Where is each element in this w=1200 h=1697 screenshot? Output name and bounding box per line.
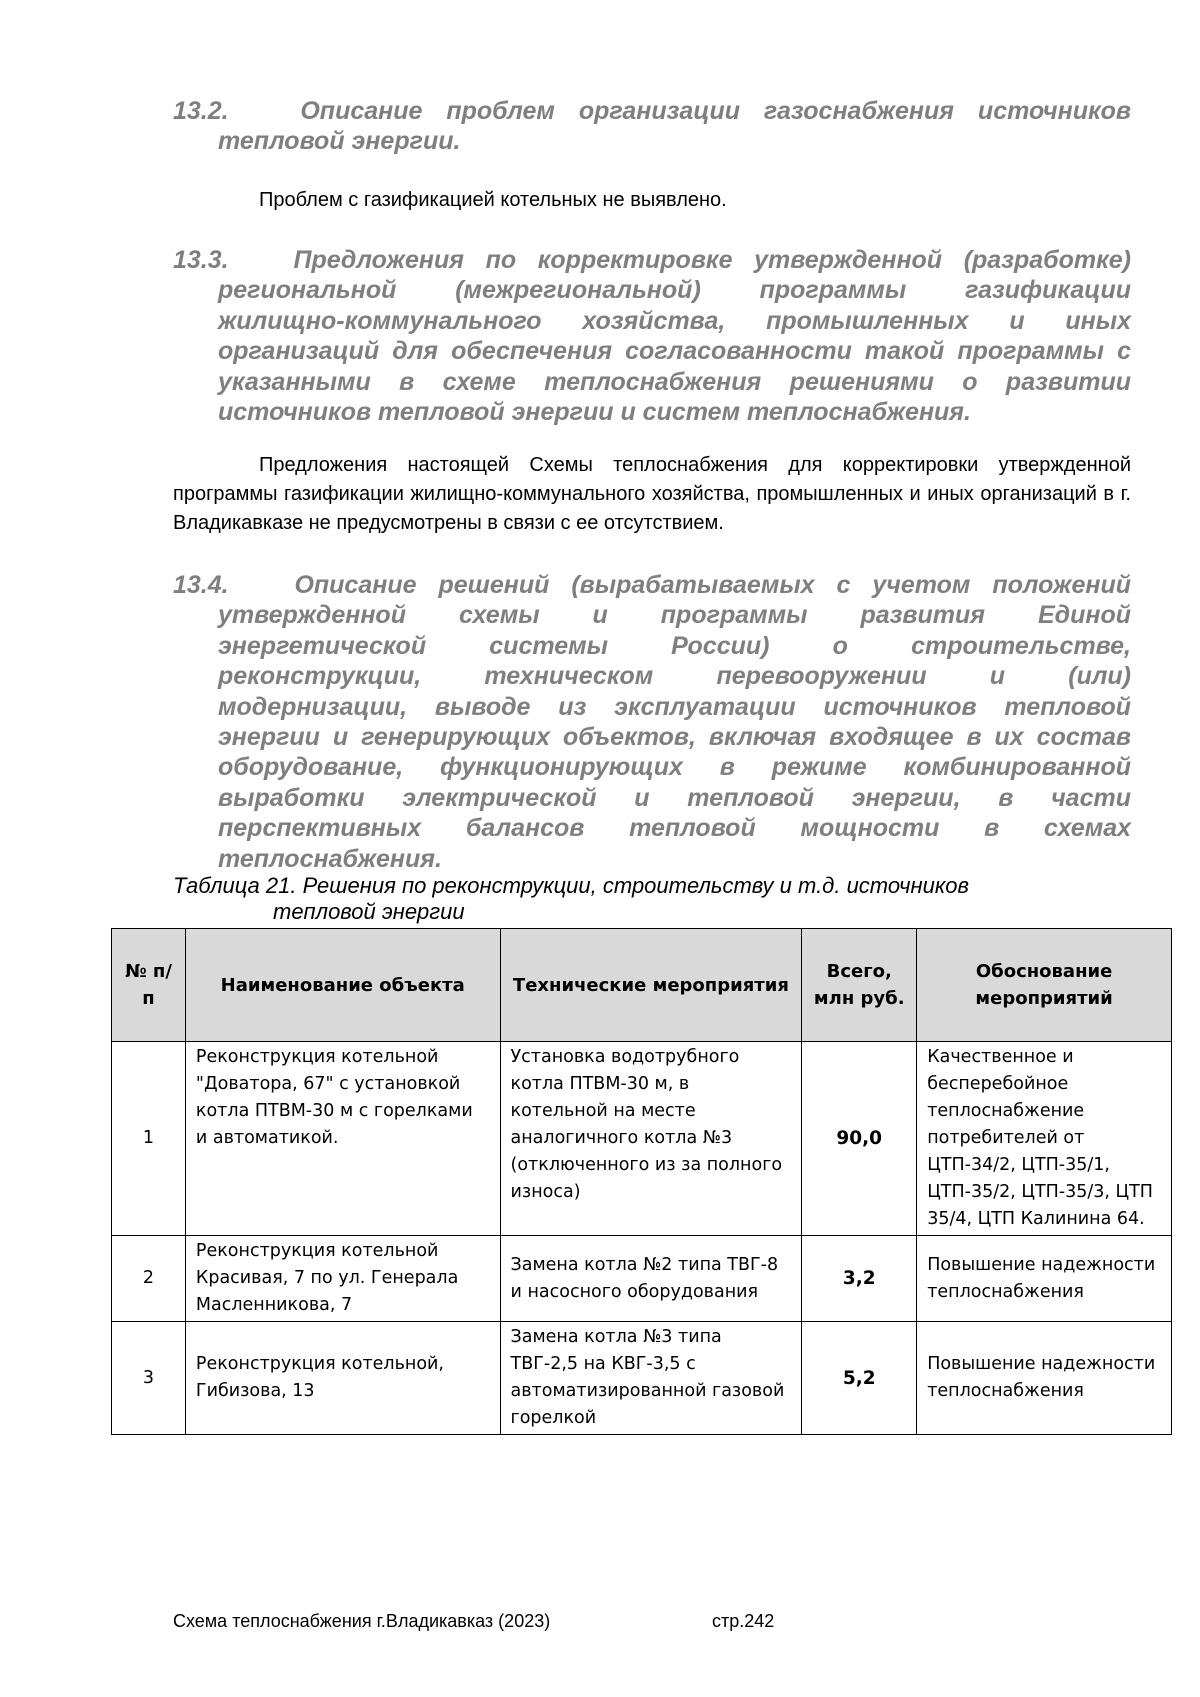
heading-line: перспективных балансов тепловой мощности в схемах: [218, 814, 1131, 843]
header-total: Всего, млн руб.: [802, 929, 917, 1042]
table-caption: [173, 873, 1133, 925]
header-reason: Обоснование мероприятий: [917, 929, 1172, 1042]
caption-line: Таблица 21. Решения по реконструкции, строительству и т.д. источников: [173, 873, 969, 898]
heading-line: реконструкции, техническом перевооружении и (или): [218, 662, 1131, 691]
heading-line: источников тепловой энергии и систем теплоснабжения.: [218, 398, 971, 427]
heading-line: жилищно-коммунального хозяйства, промышленных и иных: [218, 306, 1131, 335]
cell-measures: Замена котла №2 типа ТВГ-8 и насосного оборудования: [500, 1236, 802, 1322]
heading-line: модернизации, выводе из эксплуатации источников тепловой: [218, 692, 1131, 721]
heading-line: региональной (межрегиональной) программы газификации: [218, 276, 1131, 305]
heading-line: утвержденной схемы и программы развития Единой: [218, 601, 1131, 630]
heading-text: Описание решений (вырабатываемых с учетом положений: [294, 571, 1131, 599]
cell-measures: Замена котла №3 типа ТВГ-2,5 на КВГ-3,5 с автоматизированной газовой горелкой: [500, 1322, 802, 1435]
heading-line: организаций для обеспечения согласованности такой программы с: [218, 337, 1131, 366]
paragraph-text: Проблем с газификацией котельных не выявлено.: [259, 189, 727, 211]
paragraph-13-3: [173, 451, 1131, 538]
caption-line: тепловой энергии: [273, 899, 465, 924]
heading-line: выработки электрической и тепловой энергии, в части: [218, 783, 1131, 812]
page-number: стр.242: [712, 1611, 775, 1631]
heading-line: энергии и генерирующих объектов, включая входящее в их состав: [218, 723, 1131, 752]
table-header-row: [112, 929, 1172, 1042]
header-object: Наименование объекта: [185, 929, 500, 1042]
heading-line: тепловой энергии.: [218, 127, 461, 156]
cell-measures: Установка водотрубного котла ПТВМ-30 м, в котельной на месте аналогичного котла №3 (отключенного из за полного износа): [500, 1042, 802, 1236]
heading-line: указанными в схеме теплоснабжения решениями о развитии: [218, 367, 1131, 396]
header-measures: Технические мероприятия: [500, 929, 802, 1042]
heading-line: оборудование, функционирующих в режиме комбинированной: [218, 753, 1131, 782]
heading-line: теплоснабжения.: [218, 844, 442, 873]
heading-number: 13.3.: [173, 246, 229, 274]
paragraph-text: Предложения настоящей Схемы теплоснабжения для корректировки утвержденной программы газификации жилищно-коммунального хозяйства, промышленных и иных организаций в г. Владикавказе не предусмотрены в связи с ее отсутствием.: [173, 454, 1131, 534]
table-row: [112, 1042, 1172, 1236]
heading-number: 13.2.: [173, 97, 229, 125]
heading-number: 13.4.: [173, 571, 229, 599]
heading-text: Предложения по корректировке утвержденной (разработке): [293, 246, 1132, 274]
header-num: № п/п: [112, 929, 186, 1042]
cell-reason: Повышение надежности теплоснабжения: [917, 1322, 1172, 1435]
heading-13-2: [173, 96, 1131, 157]
solutions-table: [111, 928, 1172, 1435]
heading-line: энергетической системы России) о строительстве,: [218, 631, 1131, 660]
paragraph-13-2: [173, 186, 1131, 215]
cell-num: 1: [112, 1042, 186, 1236]
cell-reason: Повышение надежности теплоснабжения: [917, 1236, 1172, 1322]
cell-object: Реконструкция котельной, Гибизова, 13: [185, 1322, 500, 1435]
heading-text: Описание проблем организации газоснабжения источников: [300, 97, 1132, 125]
table-row: [112, 1322, 1172, 1435]
cell-total: 3,2: [802, 1236, 917, 1322]
table-row: [112, 1236, 1172, 1322]
cell-total: 5,2: [802, 1322, 917, 1435]
cell-object: Реконструкция котельной Красивая, 7 по ул. Генерала Масленникова, 7: [185, 1236, 500, 1322]
heading-13-4: [173, 570, 1131, 874]
footer-title: Схема теплоснабжения г.Владикавказ (2023): [173, 1611, 551, 1631]
cell-total: 90,0: [802, 1042, 917, 1236]
cell-object: Реконструкция котельной "Доватора, 67" с установкой котла ПТВМ-30 м с горелками и автоматикой.: [185, 1042, 500, 1236]
cell-num: 3: [112, 1322, 186, 1435]
cell-reason: Качественное и бесперебойное теплоснабжение потребителей от ЦТП-34/2, ЦТП-35/1, ЦТП-35/2, ЦТП-35/3, ЦТП 35/4, ЦТП Калинина 64.: [917, 1042, 1172, 1236]
cell-num: 2: [112, 1236, 186, 1322]
heading-13-3: [173, 245, 1131, 427]
